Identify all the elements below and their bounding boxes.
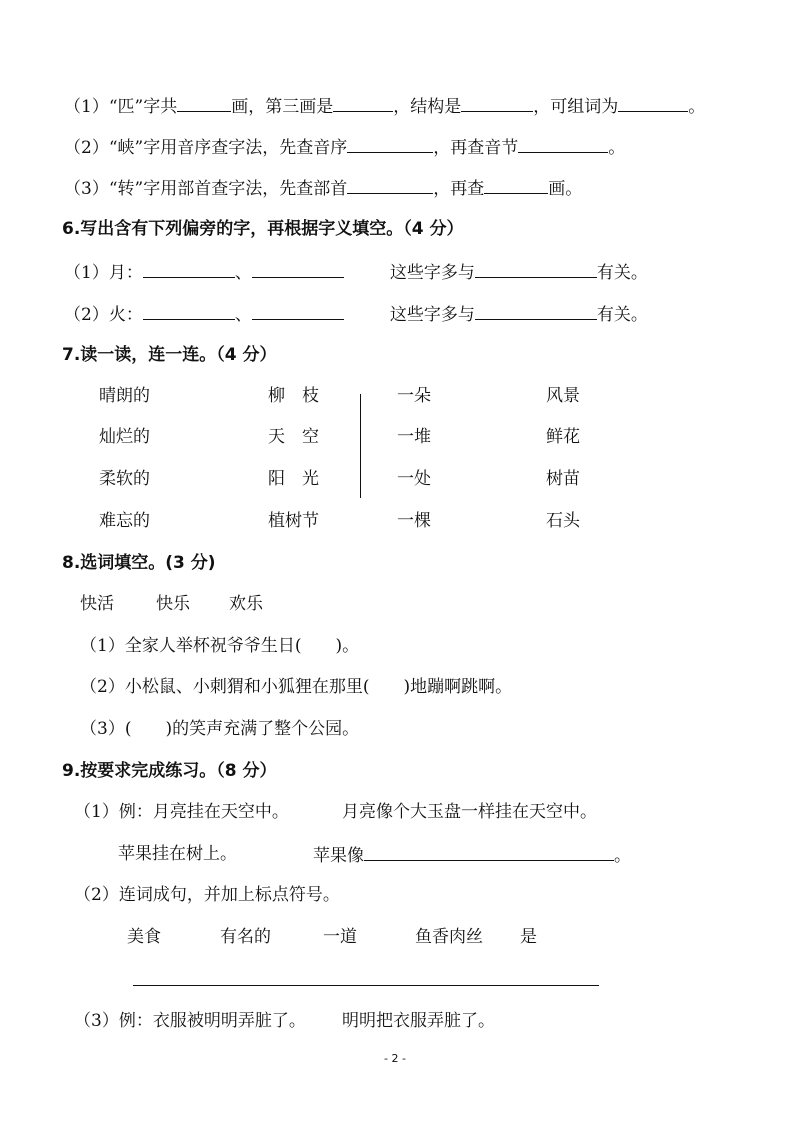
q6-title: 6.写出含有下列偏旁的字，再根据字义填空。（4 分） (62, 219, 464, 239)
q6-2-sep: 、 (234, 305, 252, 325)
q5-2-text-c: 。 (608, 138, 626, 158)
q8-word-3: 欢乐 (229, 594, 263, 614)
q5-2-text-b: ，再查音节 (433, 138, 519, 158)
q7-col4-item-2: 鲜花 (546, 427, 580, 447)
q7-col1-item-4: 难忘的 (99, 511, 150, 531)
q9-3-example: （3）例：衣服被明明弄脏了。 (74, 1011, 306, 1031)
q6-2-text-c: 有关。 (596, 305, 648, 325)
q8-2-text-a: （2）小松鼠、小刺猬和小狐狸在那里( (80, 677, 370, 697)
q6-item-2 (64, 302, 648, 326)
q7-col2-item-2: 天 空 (268, 427, 319, 447)
q5-item-2 (64, 135, 625, 159)
q6-1-text-a: （1）月： (64, 263, 143, 283)
q5-item-1 (64, 94, 705, 118)
q7-col2-item-4: 植树节 (268, 511, 319, 531)
q5-1-text-e: 。 (688, 97, 706, 117)
q5-1-text-b: 画，第三画是 (231, 97, 334, 117)
q7-col1-item-2: 灿烂的 (99, 427, 150, 447)
q5-1-text-c: ，结构是 (393, 97, 462, 117)
q5-1-blank-word[interactable] (618, 94, 688, 112)
q5-3-text-b: ，再查 (433, 179, 485, 199)
q8-item-3 (80, 718, 359, 740)
q9-2-answer-line[interactable] (133, 985, 599, 986)
q7-col3-item-4: 一棵 (397, 511, 431, 531)
q6-2-blank-char-1[interactable] (143, 302, 235, 320)
q5-2-blank-syllable[interactable] (518, 135, 608, 153)
q9-title: 9.按要求完成练习。（8 分） (62, 761, 277, 781)
q6-item-1 (64, 260, 648, 284)
q7-col1-item-1: 晴朗的 (99, 386, 150, 406)
q5-3-text-c: 画。 (548, 179, 583, 199)
q9-2-word-3: 一道 (323, 927, 357, 947)
q5-3-blank-radical[interactable] (347, 176, 433, 194)
q9-1b-blank[interactable] (364, 843, 614, 861)
q5-1-text-a: （1）“匹”字共 (64, 97, 178, 117)
q9-2-word-2: 有名的 (220, 927, 271, 947)
q9-3-example-answer: 明明把衣服弄脏了。 (342, 1011, 495, 1031)
q8-1-text-a: （1）全家人举杯祝爷爷生日( (80, 636, 302, 656)
q8-item-1 (80, 635, 359, 657)
q9-2-instruction: （2）连词成句，并加上标点符号。 (74, 885, 340, 905)
q5-3-text-a: （3）“转”字用部首查字法，先查部首 (64, 179, 348, 199)
q8-item-2 (80, 676, 512, 698)
q8-1-text-b: )。 (335, 636, 360, 656)
q7-title: 7.读一读，连一连。（4 分） (62, 345, 277, 365)
q7-col4-item-3: 树苗 (546, 469, 580, 489)
q8-word-1: 快活 (80, 594, 114, 614)
q9-2-word-5: 是 (520, 927, 537, 947)
q9-2-word-1: 美食 (127, 927, 161, 947)
q6-1-text-b: 这些字多与 (389, 263, 475, 283)
q7-col2-item-3: 阳 光 (268, 469, 319, 489)
page-number: - 2 - (384, 1052, 406, 1065)
q7-col3-item-1: 一朵 (397, 386, 431, 406)
q7-col3-item-2: 一堆 (397, 427, 431, 447)
q8-3-text-a: （3）( (80, 719, 132, 739)
q6-2-text-a: （2）火： (64, 305, 143, 325)
q7-col4-item-4: 石头 (546, 511, 580, 531)
q6-2-blank-meaning[interactable] (475, 302, 597, 320)
q5-item-3 (64, 176, 582, 200)
q9-1-example-answer: 月亮像个大玉盘一样挂在天空中。 (342, 802, 597, 822)
q8-word-2: 快乐 (156, 594, 190, 614)
q5-2-text-a: （2）“峡”字用音序查字法，先查音序 (64, 138, 348, 158)
q8-title: 8.选词填空。(3 分) (62, 553, 216, 573)
q5-1-blank-strokes[interactable] (177, 94, 231, 112)
q6-1-blank-meaning[interactable] (475, 260, 597, 278)
q7-col2-item-1: 柳 枝 (268, 386, 319, 406)
q5-1-text-d: ，可组词为 (533, 97, 619, 117)
q6-2-text-b: 这些字多与 (389, 305, 475, 325)
q6-1-blank-char-1[interactable] (143, 260, 235, 278)
q7-col3-item-3: 一处 (397, 469, 431, 489)
q8-2-text-b: )地蹦啊跳啊。 (403, 677, 513, 697)
q5-1-blank-structure[interactable] (461, 94, 533, 112)
q6-1-text-c: 有关。 (596, 263, 648, 283)
q7-col1-item-3: 柔软的 (99, 469, 150, 489)
q9-1b-prompt: 苹果挂在树上。 (118, 844, 237, 864)
q6-1-sep: 、 (234, 263, 252, 283)
q9-1-example: （1）例：月亮挂在天空中。 (74, 802, 289, 822)
q5-2-blank-letter[interactable] (347, 135, 433, 153)
q5-3-blank-strokes[interactable] (484, 176, 548, 194)
q9-1b-answer-line (313, 843, 631, 867)
q7-divider (360, 394, 361, 498)
q9-1b-text-b: 苹果像 (313, 846, 364, 866)
q5-1-blank-third-stroke[interactable] (333, 94, 393, 112)
q6-1-blank-char-2[interactable] (252, 260, 344, 278)
q7-col4-item-1: 风景 (546, 386, 580, 406)
q9-2-word-4: 鱼香肉丝 (415, 927, 483, 947)
q8-3-text-b: )的笑声充满了整个公园。 (165, 719, 360, 739)
q9-1b-text-c: 。 (614, 846, 631, 866)
q6-2-blank-char-2[interactable] (252, 302, 344, 320)
